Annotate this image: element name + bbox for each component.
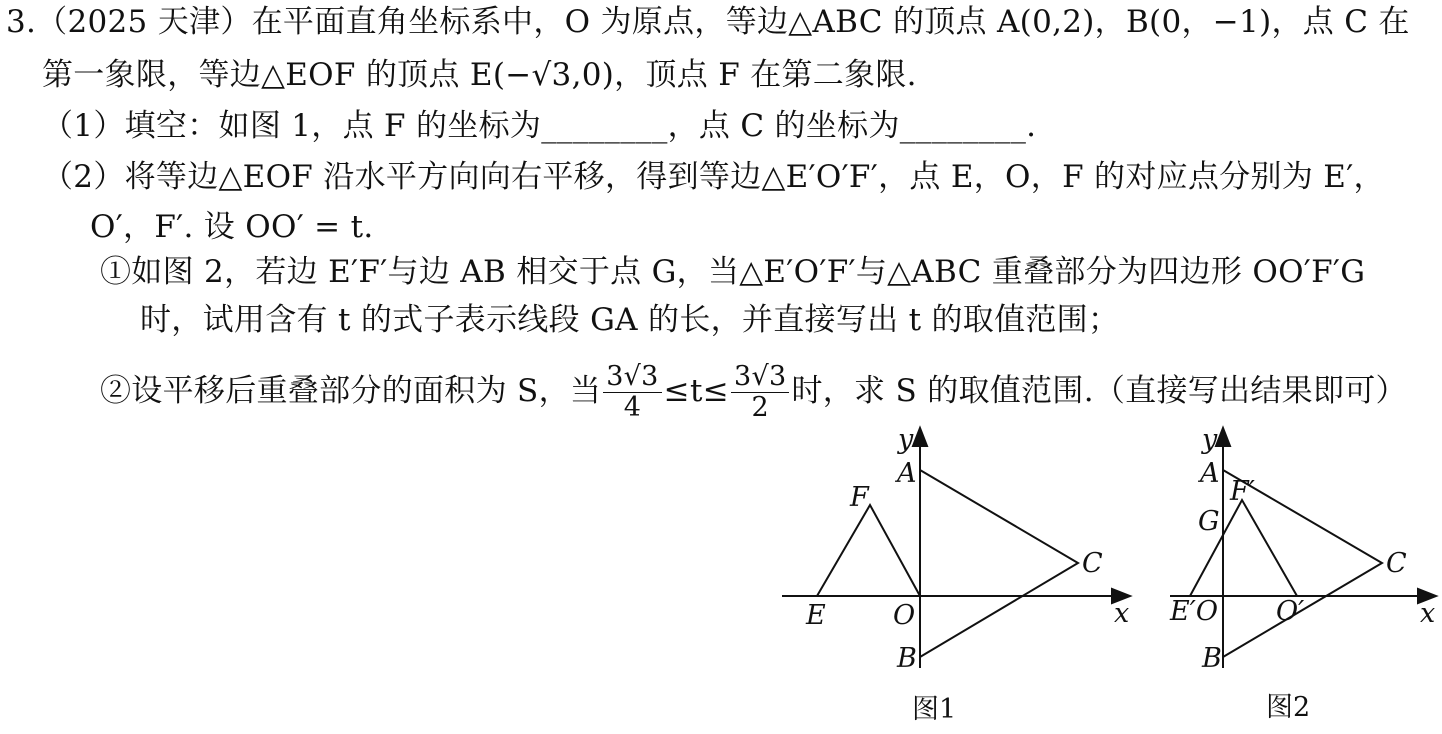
fig1-label-f: F <box>850 482 869 513</box>
fig1-y-arrow <box>913 428 927 446</box>
fraction-2-denominator: 2 <box>751 392 769 423</box>
fig1-label-o: O <box>893 600 916 631</box>
problem-line-3: （1）填空：如图 1，点 F 的坐标为________，点 C 的坐标为________. <box>42 108 1037 144</box>
fig2-label-eo: E′O <box>1170 596 1218 627</box>
problem-line-2: 第一象限，等边△EOF 的顶点 E(−√3,0)，顶点 F 在第二象限. <box>42 57 917 93</box>
line8-part-b: ≤t≤ <box>663 373 729 409</box>
fig2-label-b: B <box>1202 643 1222 674</box>
fraction-1-denominator: 4 <box>623 392 642 423</box>
fig2-label-fp: F′ <box>1230 476 1255 507</box>
problem-line-6: ①如图 2，若边 E′F′与边 AB 相交于点 G，当△E′O′F′与△ABC 重叠部分为四边形 OO′F′G <box>100 254 1366 290</box>
fig1-caption: 图1 <box>912 694 957 725</box>
fig1-label-b: B <box>897 643 917 674</box>
fig1-label-x: x <box>1114 598 1130 629</box>
fig1-label-c: C <box>1082 548 1103 579</box>
fig2-label-c: C <box>1386 548 1407 579</box>
fig2-label-a: A <box>1200 458 1220 489</box>
fig2-label-x: x <box>1420 598 1436 629</box>
fraction-1-numerator: 3√3 <box>603 362 661 393</box>
fig1-label-a: A <box>897 458 917 489</box>
fig2-y-arrow <box>1216 428 1230 446</box>
fig2-label-op: O′ <box>1276 596 1305 627</box>
fig2-caption: 图2 <box>1266 692 1311 723</box>
fig1-label-y: y <box>898 424 914 455</box>
problem-line-5: O′，F′. 设 OO′ = t. <box>90 209 374 245</box>
fig1-triangle-eof <box>817 505 920 596</box>
fig1-triangle-abc <box>920 470 1078 657</box>
fig1-label-e: E <box>806 600 826 631</box>
line8-part-a: ②设平移后重叠部分的面积为 S，当 <box>100 373 602 409</box>
line8-part-c: 时，求 S 的取值范围.（直接写出结果即可） <box>791 373 1407 409</box>
fig2-label-g: G <box>1198 506 1220 537</box>
fig2-label-y: y <box>1202 424 1218 455</box>
fraction-2-numerator: 3√3 <box>731 362 789 393</box>
problem-line-1: 3.（2025 天津）在平面直角坐标系中，O 为原点，等边△ABC 的顶点 A(0,2)，B(0，−1)，点 C 在 <box>6 4 1410 40</box>
problem-line-7: 时，试用含有 t 的式子表示线段 GA 的长，并直接写出 t 的取值范围； <box>140 302 1120 338</box>
problem-line-4: （2）将等边△EOF 沿水平方向向右平移，得到等边△E′O′F′，点 E，O，F 的对应点分别为 E′， <box>42 159 1385 195</box>
